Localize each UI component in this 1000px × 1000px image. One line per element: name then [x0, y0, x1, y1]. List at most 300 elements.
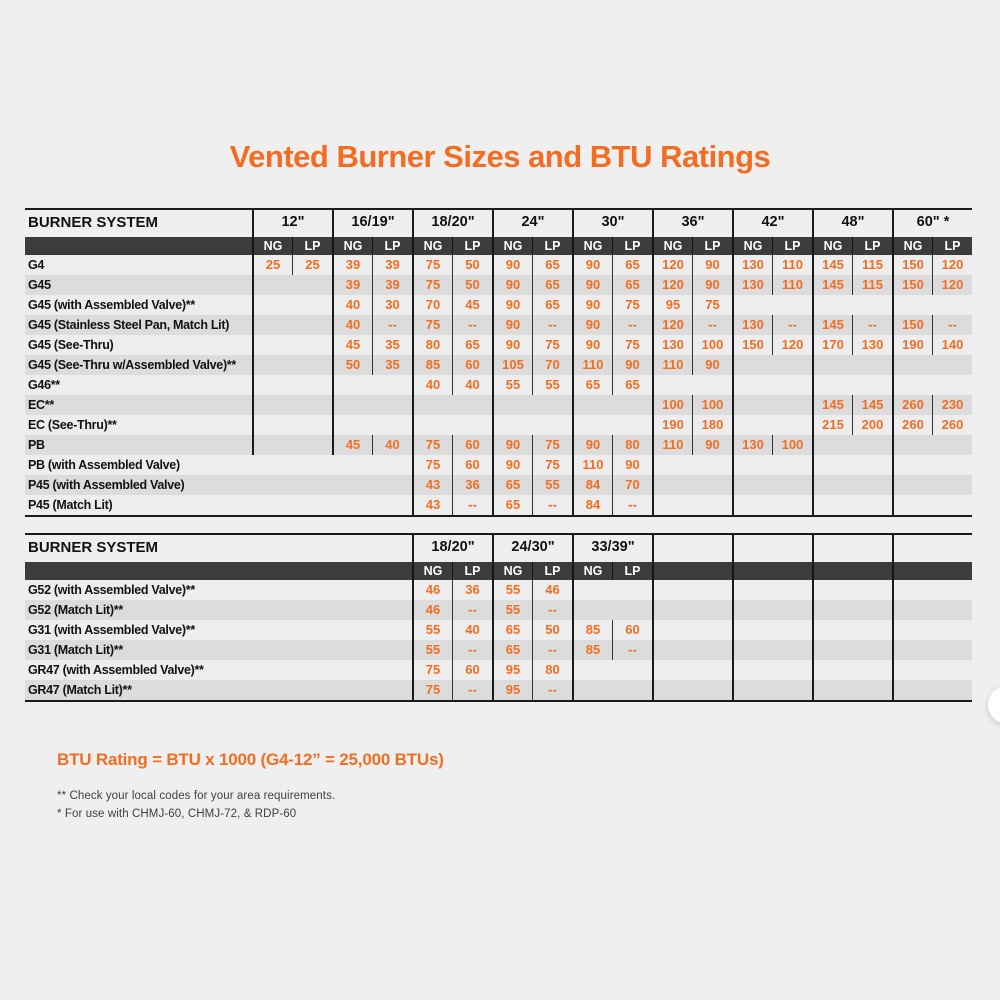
btu-value-cell: 75: [412, 275, 452, 295]
table-header-row: [25, 208, 972, 237]
btu-value-cell: [852, 580, 892, 600]
btu-value-cell: 40: [452, 375, 492, 395]
btu-value-cell: [772, 375, 812, 395]
btu-value-cell: 90: [572, 255, 612, 275]
btu-value-cell: 65: [532, 295, 572, 315]
btu-value-cell: 95: [492, 660, 532, 680]
table-header-row: [25, 533, 972, 562]
btu-value-cell: [732, 640, 772, 660]
btu-value-cell: 75: [532, 435, 572, 455]
burner-row: [25, 275, 972, 295]
btu-value-cell: [852, 660, 892, 680]
btu-value-cell: [892, 600, 932, 620]
gas-ng-header-cell: NG: [572, 237, 612, 255]
burner-name-cell: EC**: [28, 398, 54, 412]
gas-header-pad: [25, 562, 412, 580]
btu-value-cell: 90: [492, 255, 532, 275]
btu-value-cell: [732, 680, 772, 700]
btu-value-cell: 145: [812, 275, 852, 295]
btu-value-cell: [452, 415, 492, 435]
btu-value-cell: [652, 640, 692, 660]
btu-rating-note: BTU Rating = BTU x 1000 (G4-12” = 25,000 BTUs): [57, 750, 444, 769]
btu-value-cell: 60: [452, 660, 492, 680]
btu-value-cell: [292, 275, 332, 295]
btu-value-cell: --: [932, 315, 972, 335]
btu-value-cell: 115: [852, 275, 892, 295]
btu-value-cell: 85: [412, 355, 452, 375]
btu-value-cell: 90: [692, 275, 732, 295]
btu-value-cell: [292, 295, 332, 315]
btu-value-cell: 90: [492, 435, 532, 455]
btu-value-cell: [812, 375, 852, 395]
btu-value-cell: 75: [412, 315, 452, 335]
size-header-cell: 24/30": [492, 535, 572, 562]
burner-name-cell: G4: [28, 258, 45, 272]
btu-value-cell: 85: [572, 620, 612, 640]
btu-value-cell: 45: [332, 435, 372, 455]
btu-value-cell: 190: [652, 415, 692, 435]
btu-value-cell: [772, 415, 812, 435]
burner-row: [25, 640, 972, 660]
burner-name-cell: G31 (Match Lit)**: [28, 643, 123, 657]
gas-ng-header-cell: [652, 562, 692, 580]
btu-value-cell: [932, 495, 972, 515]
btu-value-cell: --: [852, 315, 892, 335]
gas-ng-header-cell: NG: [492, 237, 532, 255]
btu-value-cell: [772, 455, 812, 475]
btu-value-cell: [732, 620, 772, 640]
btu-value-cell: 40: [332, 295, 372, 315]
gas-ng-header-cell: NG: [412, 562, 452, 580]
btu-value-cell: 40: [372, 435, 412, 455]
btu-value-cell: [652, 495, 692, 515]
btu-value-cell: [812, 620, 852, 640]
btu-value-cell: 130: [852, 335, 892, 355]
btu-value-cell: 65: [572, 375, 612, 395]
btu-value-cell: [812, 600, 852, 620]
btu-value-cell: 65: [492, 475, 532, 495]
btu-value-cell: [572, 680, 612, 700]
btu-value-cell: 50: [452, 255, 492, 275]
btu-value-cell: [612, 580, 652, 600]
burner-name-cell: G45: [28, 278, 51, 292]
btu-value-cell: [372, 415, 412, 435]
btu-value-cell: 90: [692, 255, 732, 275]
btu-value-cell: 75: [412, 435, 452, 455]
btu-value-cell: [692, 495, 732, 515]
btu-value-cell: 110: [772, 255, 812, 275]
size-header-cell: [812, 535, 892, 562]
btu-value-cell: 90: [612, 455, 652, 475]
btu-value-cell: [372, 395, 412, 415]
btu-value-cell: 39: [372, 255, 412, 275]
btu-value-cell: [892, 455, 932, 475]
btu-value-cell: [812, 475, 852, 495]
btu-value-cell: [732, 475, 772, 495]
burner-name-cell: G45 (Stainless Steel Pan, Match Lit): [28, 318, 230, 332]
btu-value-cell: 39: [372, 275, 412, 295]
btu-value-cell: 90: [492, 335, 532, 355]
btu-value-cell: [652, 475, 692, 495]
gas-lp-header-cell: LP: [292, 237, 332, 255]
btu-value-cell: [412, 415, 452, 435]
btu-value-cell: --: [612, 315, 652, 335]
btu-value-cell: [292, 355, 332, 375]
btu-value-cell: [252, 315, 292, 335]
page-title: Vented Burner Sizes and BTU Ratings: [229, 139, 771, 174]
btu-value-cell: 130: [732, 255, 772, 275]
btu-value-cell: 75: [412, 660, 452, 680]
btu-value-cell: [812, 355, 852, 375]
btu-value-cell: 75: [532, 455, 572, 475]
btu-value-cell: 65: [612, 255, 652, 275]
btu-value-cell: [772, 355, 812, 375]
btu-value-cell: [692, 620, 732, 640]
btu-value-cell: [572, 580, 612, 600]
btu-value-cell: [932, 580, 972, 600]
burner-row: [25, 335, 972, 355]
btu-value-cell: [932, 680, 972, 700]
size-header-cell: 18/20": [412, 210, 492, 237]
btu-value-cell: [772, 660, 812, 680]
btu-value-cell: [252, 415, 292, 435]
btu-value-cell: 120: [932, 255, 972, 275]
btu-value-cell: [372, 375, 412, 395]
btu-value-cell: [492, 395, 532, 415]
btu-value-cell: [732, 495, 772, 515]
btu-value-cell: [332, 415, 372, 435]
btu-value-cell: 170: [812, 335, 852, 355]
btu-value-cell: 145: [812, 315, 852, 335]
btu-value-cell: 46: [412, 580, 452, 600]
btu-value-cell: [932, 600, 972, 620]
btu-value-cell: [932, 660, 972, 680]
btu-value-cell: [572, 600, 612, 620]
btu-value-cell: 145: [812, 395, 852, 415]
btu-value-cell: 150: [892, 275, 932, 295]
burner-row: [25, 375, 972, 395]
btu-value-cell: [732, 660, 772, 680]
btu-value-cell: [772, 680, 812, 700]
btu-value-cell: [652, 580, 692, 600]
burner-row: [25, 295, 972, 315]
btu-value-cell: --: [452, 680, 492, 700]
btu-value-cell: 65: [452, 335, 492, 355]
btu-value-cell: 39: [332, 255, 372, 275]
btu-value-cell: [252, 435, 292, 455]
gas-ng-header-cell: NG: [812, 237, 852, 255]
burner-name-cell: G45 (with Assembled Valve)**: [28, 298, 195, 312]
btu-value-cell: 90: [692, 435, 732, 455]
btu-value-cell: [612, 415, 652, 435]
btu-value-cell: 84: [572, 495, 612, 515]
btu-value-cell: [892, 295, 932, 315]
btu-value-cell: [812, 660, 852, 680]
btu-value-cell: 60: [452, 435, 492, 455]
btu-value-cell: 80: [532, 660, 572, 680]
btu-value-cell: [772, 475, 812, 495]
btu-value-cell: 120: [652, 275, 692, 295]
gas-ng-header-cell: NG: [572, 562, 612, 580]
btu-value-cell: [572, 415, 612, 435]
btu-value-cell: [852, 355, 892, 375]
btu-value-cell: 100: [772, 435, 812, 455]
btu-value-cell: [852, 455, 892, 475]
btu-value-cell: [652, 455, 692, 475]
gas-header-row: [25, 562, 972, 580]
btu-value-cell: 120: [932, 275, 972, 295]
btu-value-cell: [292, 315, 332, 335]
btu-value-cell: 65: [492, 495, 532, 515]
btu-value-cell: 90: [492, 455, 532, 475]
btu-value-cell: 95: [652, 295, 692, 315]
btu-value-cell: 120: [772, 335, 812, 355]
btu-value-cell: --: [452, 640, 492, 660]
btu-value-cell: 25: [252, 255, 292, 275]
burner-name-cell: G46**: [28, 378, 60, 392]
btu-value-cell: [732, 355, 772, 375]
gas-lp-header-cell: LP: [772, 237, 812, 255]
burner-name-cell: GR47 (with Assembled Valve)**: [28, 663, 204, 677]
btu-value-cell: 60: [452, 455, 492, 475]
btu-value-cell: [532, 395, 572, 415]
gas-ng-header-cell: NG: [892, 237, 932, 255]
btu-value-cell: [732, 455, 772, 475]
btu-value-cell: --: [532, 495, 572, 515]
btu-value-cell: [732, 415, 772, 435]
btu-value-cell: 75: [532, 335, 572, 355]
btu-value-cell: [932, 455, 972, 475]
btu-value-cell: [852, 640, 892, 660]
btu-value-cell: 46: [412, 600, 452, 620]
footnote-double-star: ** Check your local codes for your area requirements.: [57, 790, 336, 802]
burner-row: [25, 435, 972, 455]
btu-value-cell: [852, 295, 892, 315]
btu-value-cell: [852, 600, 892, 620]
btu-value-cell: [652, 600, 692, 620]
btu-value-cell: [812, 640, 852, 660]
btu-value-cell: 65: [612, 275, 652, 295]
btu-value-cell: 60: [612, 620, 652, 640]
btu-value-cell: [292, 335, 332, 355]
gas-lp-header-cell: LP: [372, 237, 412, 255]
btu-value-cell: [692, 455, 732, 475]
btu-value-cell: 90: [492, 295, 532, 315]
btu-value-cell: 75: [612, 295, 652, 315]
btu-value-cell: [892, 580, 932, 600]
btu-value-cell: 55: [492, 375, 532, 395]
btu-value-cell: [692, 475, 732, 495]
btu-value-cell: 75: [412, 680, 452, 700]
btu-value-cell: [692, 600, 732, 620]
btu-value-cell: [852, 475, 892, 495]
btu-value-cell: 90: [492, 275, 532, 295]
btu-value-cell: [892, 435, 932, 455]
btu-value-cell: [252, 355, 292, 375]
btu-value-cell: 36: [452, 475, 492, 495]
btu-value-cell: 65: [532, 275, 572, 295]
btu-value-cell: [932, 620, 972, 640]
btu-value-cell: --: [452, 315, 492, 335]
btu-value-cell: 200: [852, 415, 892, 435]
btu-value-cell: [932, 375, 972, 395]
floating-button[interactable]: [988, 686, 1000, 724]
btu-value-cell: 130: [732, 315, 772, 335]
btu-value-cell: [652, 375, 692, 395]
btu-value-cell: [532, 415, 572, 435]
btu-value-cell: 90: [572, 435, 612, 455]
btu-value-cell: 145: [852, 395, 892, 415]
gas-lp-header-cell: LP: [612, 237, 652, 255]
gas-ng-header-cell: [812, 562, 852, 580]
gas-ng-header-cell: [892, 562, 932, 580]
btu-value-cell: [252, 335, 292, 355]
btu-value-cell: 90: [492, 315, 532, 335]
btu-value-cell: 75: [412, 255, 452, 275]
btu-value-cell: [932, 435, 972, 455]
burner-name-cell: P45 (with Assembled Valve): [28, 478, 185, 492]
btu-value-cell: 80: [412, 335, 452, 355]
btu-value-cell: 100: [652, 395, 692, 415]
btu-value-cell: [252, 295, 292, 315]
btu-value-cell: [772, 620, 812, 640]
btu-value-cell: 190: [892, 335, 932, 355]
btu-value-cell: --: [532, 640, 572, 660]
btu-value-cell: --: [532, 315, 572, 335]
btu-value-cell: [292, 415, 332, 435]
btu-value-cell: 100: [692, 335, 732, 355]
gas-lp-header-cell: LP: [452, 562, 492, 580]
burner-row: [25, 680, 972, 700]
btu-value-cell: [252, 375, 292, 395]
btu-value-cell: [612, 600, 652, 620]
btu-value-cell: [812, 580, 852, 600]
btu-value-cell: 39: [332, 275, 372, 295]
gas-ng-header-cell: NG: [492, 562, 532, 580]
btu-value-cell: 150: [892, 315, 932, 335]
gas-lp-header-cell: LP: [452, 237, 492, 255]
btu-value-cell: 130: [652, 335, 692, 355]
btu-value-cell: [852, 620, 892, 640]
btu-value-cell: 45: [332, 335, 372, 355]
btu-value-cell: 65: [532, 255, 572, 275]
btu-value-cell: [612, 660, 652, 680]
btu-value-cell: [892, 355, 932, 375]
btu-value-cell: 180: [692, 415, 732, 435]
gas-lp-header-cell: LP: [852, 237, 892, 255]
btu-value-cell: [292, 395, 332, 415]
btu-value-cell: [732, 295, 772, 315]
btu-value-cell: 30: [372, 295, 412, 315]
size-header-cell: [652, 535, 732, 562]
burner-row: [25, 475, 972, 495]
gas-ng-header-cell: [732, 562, 772, 580]
btu-value-cell: 110: [652, 435, 692, 455]
btu-value-cell: 145: [812, 255, 852, 275]
btu-value-cell: 90: [572, 295, 612, 315]
btu-value-cell: [772, 395, 812, 415]
burner-row: [25, 255, 972, 275]
burner-system-label: BURNER SYSTEM: [28, 214, 159, 231]
btu-value-cell: [932, 640, 972, 660]
btu-value-cell: [892, 475, 932, 495]
btu-value-cell: --: [772, 315, 812, 335]
btu-value-cell: --: [452, 600, 492, 620]
btu-value-cell: 43: [412, 475, 452, 495]
btu-value-cell: --: [372, 315, 412, 335]
size-header-cell: 24": [492, 210, 572, 237]
size-header-cell: 16/19": [332, 210, 412, 237]
btu-value-cell: [892, 640, 932, 660]
btu-value-cell: [812, 455, 852, 475]
btu-value-cell: [412, 395, 452, 415]
btu-value-cell: 120: [652, 255, 692, 275]
btu-value-cell: [732, 395, 772, 415]
burner-name-cell: G52 (Match Lit)**: [28, 603, 123, 617]
gas-ng-header-cell: NG: [332, 237, 372, 255]
btu-value-cell: 150: [892, 255, 932, 275]
burner-table-1: [25, 208, 972, 517]
btu-value-cell: 35: [372, 335, 412, 355]
btu-value-cell: 35: [372, 355, 412, 375]
btu-value-cell: 110: [772, 275, 812, 295]
burner-name-cell: GR47 (Match Lit)**: [28, 683, 132, 697]
btu-value-cell: [812, 495, 852, 515]
btu-value-cell: 80: [612, 435, 652, 455]
btu-value-cell: 46: [532, 580, 572, 600]
gas-header-pad: [25, 237, 252, 255]
btu-value-cell: 50: [332, 355, 372, 375]
burner-name-cell: P45 (Match Lit): [28, 498, 113, 512]
gas-lp-header-cell: [772, 562, 812, 580]
btu-value-cell: --: [532, 680, 572, 700]
btu-value-cell: 70: [412, 295, 452, 315]
btu-value-cell: 115: [852, 255, 892, 275]
btu-value-cell: 110: [572, 455, 612, 475]
btu-value-cell: [652, 660, 692, 680]
btu-value-cell: 90: [612, 355, 652, 375]
gas-lp-header-cell: [852, 562, 892, 580]
gas-lp-header-cell: [932, 562, 972, 580]
size-header-cell: 60" *: [892, 210, 972, 237]
burner-row: [25, 395, 972, 415]
btu-value-cell: [732, 600, 772, 620]
btu-value-cell: 55: [492, 580, 532, 600]
burner-name-cell: EC (See-Thru)**: [28, 418, 117, 432]
btu-value-cell: 50: [532, 620, 572, 640]
gas-lp-header-cell: [692, 562, 732, 580]
size-header-cell: [892, 535, 972, 562]
btu-value-cell: [812, 680, 852, 700]
footnote-single-star: * For use with CHMJ-60, CHMJ-72, & RDP-60: [57, 808, 297, 820]
gas-ng-header-cell: NG: [252, 237, 292, 255]
btu-value-cell: [772, 640, 812, 660]
burner-name-cell: G45 (See-Thru): [28, 338, 114, 352]
size-header-cell: 12": [252, 210, 332, 237]
btu-value-cell: [852, 435, 892, 455]
burner-row: [25, 660, 972, 680]
size-header-cell: 18/20": [412, 535, 492, 562]
size-header-cell: 30": [572, 210, 652, 237]
btu-value-cell: 45: [452, 295, 492, 315]
btu-value-cell: 55: [532, 375, 572, 395]
burner-row: [25, 355, 972, 375]
btu-value-cell: --: [612, 495, 652, 515]
gas-lp-header-cell: LP: [692, 237, 732, 255]
btu-value-cell: 150: [732, 335, 772, 355]
btu-value-cell: 110: [572, 355, 612, 375]
gas-ng-header-cell: NG: [652, 237, 692, 255]
